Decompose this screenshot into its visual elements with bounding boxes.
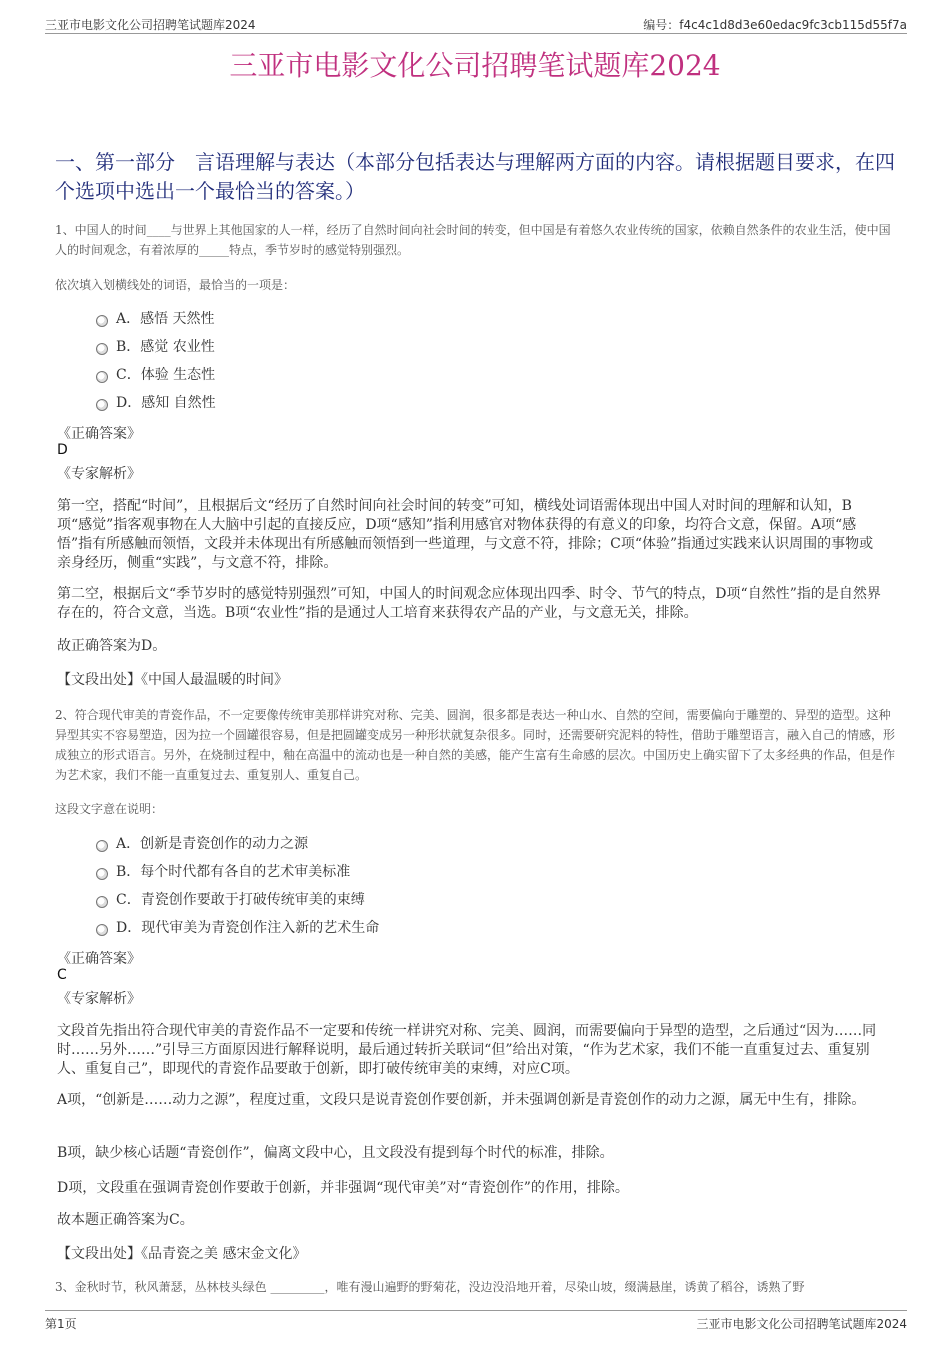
footer-doc-name: 三亚市电影文化公司招聘笔试题库2024 [696, 1317, 907, 1331]
question-2-options [96, 829, 379, 941]
analysis-label: 《专家解析》 [57, 466, 141, 482]
radio-icon[interactable] [96, 315, 108, 327]
source-citation: 【文段出处】《品青瓷之美 感宋金文化》 [57, 1246, 307, 1262]
correct-answer: C [57, 967, 67, 983]
option-b[interactable] [96, 332, 216, 360]
analysis-paragraph: D项，文段重在强调青瓷创作要敢于创新，并非强调“现代审美”对“青瓷创作”的作用，排除。 [57, 1180, 629, 1196]
radio-icon[interactable] [96, 399, 108, 411]
analysis-paragraph: A项，“创新是……动力之源”，程度过重，文段只是说青瓷创作要创新，并未强调创新是青瓷创作的动力之源，属无中生有，排除。 [57, 1092, 866, 1108]
page-header [45, 14, 907, 34]
option-c[interactable] [96, 885, 379, 913]
header-doc-name: 三亚市电影文化公司招聘笔试题库2024 [45, 18, 256, 32]
answer-label: 《正确答案》 [57, 951, 141, 967]
radio-icon[interactable] [96, 924, 108, 936]
question-1-prompt: 依次填入划横线处的词语，最恰当的一项是： [55, 278, 296, 292]
option-b[interactable] [96, 857, 379, 885]
section-heading: 一、第一部分 言语理解与表达（本部分包括表达与理解两方面的内容。请根据题目要求，在四个选项中选出一个最恰当的答案。） [55, 150, 895, 203]
option-a[interactable] [96, 304, 216, 332]
option-a[interactable] [96, 829, 379, 857]
radio-icon[interactable] [96, 896, 108, 908]
question-2-prompt: 这段文字意在说明： [55, 802, 164, 816]
option-label: D．现代审美为青瓷创作注入新的艺术生命 [116, 920, 380, 936]
analysis-paragraph: B项，缺少核心话题“青瓷创作”，偏离文段中心，且文段没有提到每个时代的标准，排除。 [57, 1145, 614, 1161]
analysis-conclusion: 故本题正确答案为C。 [57, 1212, 194, 1228]
analysis-conclusion: 故正确答案为D。 [57, 638, 167, 654]
option-label: D．感知 自然性 [116, 395, 216, 411]
correct-answer: D [57, 442, 68, 458]
page-footer [45, 1310, 907, 1332]
option-label: A．感悟 天然性 [116, 311, 215, 327]
answer-label: 《正确答案》 [57, 426, 141, 442]
question-2-stem: 2、符合现代审美的青瓷作品，不一定要像传统审美那样讲究对称、完美、圆润，很多都是表达一种山水、自然的空间，需要偏向于雕塑的、异型的造型。这种异型其实不容易塑造，因为拉一个圆罐很容易，但是把圆罐变成另一种形状就复杂很多。同时，还需要研究泥料的特性，借助于雕塑语言，融入自己的情感，形成独立的形式语言。另外，在烧制过程中，釉在高温中的流动也是一种自然的美感，能产生富有生命感的层次。中国历史上确实留下了太多经典的作品，但是作为艺术家，我们不能一直重复过去、重复别人、重复自己。 [55, 708, 896, 782]
radio-icon[interactable] [96, 371, 108, 383]
option-label: C．体验 生态性 [116, 367, 216, 383]
radio-icon[interactable] [96, 343, 108, 355]
radio-icon[interactable] [96, 868, 108, 880]
analysis-paragraph: 第二空，根据后文“季节岁时的感觉特别强烈”可知，中国人的时间观念应体现出四季、时令、节气的特点，D项“自然性”指的是自然界存在的，符合文意，当选。B项“农业性”指的是通过人工培育来获得农产品的产业，与文意无关，排除。 [57, 586, 881, 621]
header-doc-number: 编号：f4c4c1d8d3e60edac9fc3cb115d55f7a [643, 18, 907, 32]
analysis-paragraph: 第一空，搭配“时间”，且根据后文“经历了自然时间向社会时间的转变”可知，横线处词语需体现出中国人对时间的理解和认知，B项“感觉”指客观事物在人大脑中引起的直接反应，D项“感知”指利用感官对物体获得的有意义的印象，均符合文意，保留。A项“感悟”指有所感触而领悟，文段并未体现出有所感触而领悟到一些道理，与文意不符，排除；C项“体验”指通过实践来认识周围的事物或亲身经历，侧重“实践”，与文意不符，排除。 [57, 498, 874, 571]
document-title: 三亚市电影文化公司招聘笔试题库2024 [229, 49, 721, 82]
question-1-options [96, 304, 216, 416]
radio-icon[interactable] [96, 840, 108, 852]
option-d[interactable] [96, 913, 379, 941]
source-citation: 【文段出处】《中国人最温暖的时间》 [57, 672, 288, 688]
option-c[interactable] [96, 360, 216, 388]
option-label: C．青瓷创作要敢于打破传统审美的束缚 [116, 892, 365, 908]
analysis-label: 《专家解析》 [57, 991, 141, 1007]
option-label: A．创新是青瓷创作的动力之源 [116, 836, 309, 852]
analysis-paragraph: 文段首先指出符合现代审美的青瓷作品不一定要和传统一样讲究对称、完美、圆润，而需要偏向于异型的造型，之后通过“因为……同时……另外……”引导三方面原因进行解释说明，最后通过转折关联词“但”给出对策，“作为艺术家，我们不能一直重复过去、重复别人、重复自己”，即现代的青瓷作品要敢于创新，即打破传统审美的束缚，对应C项。 [57, 1023, 877, 1077]
option-label: B．每个时代都有各自的艺术审美标准 [116, 864, 351, 880]
page-number: 第1页 [45, 1317, 77, 1331]
option-label: B．感觉 农业性 [116, 339, 215, 355]
question-1-stem: 1、中国人的时间____与世界上其他国家的人一样，经历了自然时间向社会时间的转变，但中国是有着悠久农业传统的国家，依赖自然条件的农业生活，使中国人的时间观念，有着浓厚的_____特点，季节岁时的感觉特别强烈。 [55, 223, 891, 257]
question-3-stem: 3、金秋时节，秋风萧瑟，丛林枝头绿色 _________，唯有漫山遍野的野菊花，没边没沿地开着，尽染山坡，缀满悬崖，诱黄了稻谷，诱熟了野 [55, 1280, 805, 1294]
option-d[interactable] [96, 388, 216, 416]
